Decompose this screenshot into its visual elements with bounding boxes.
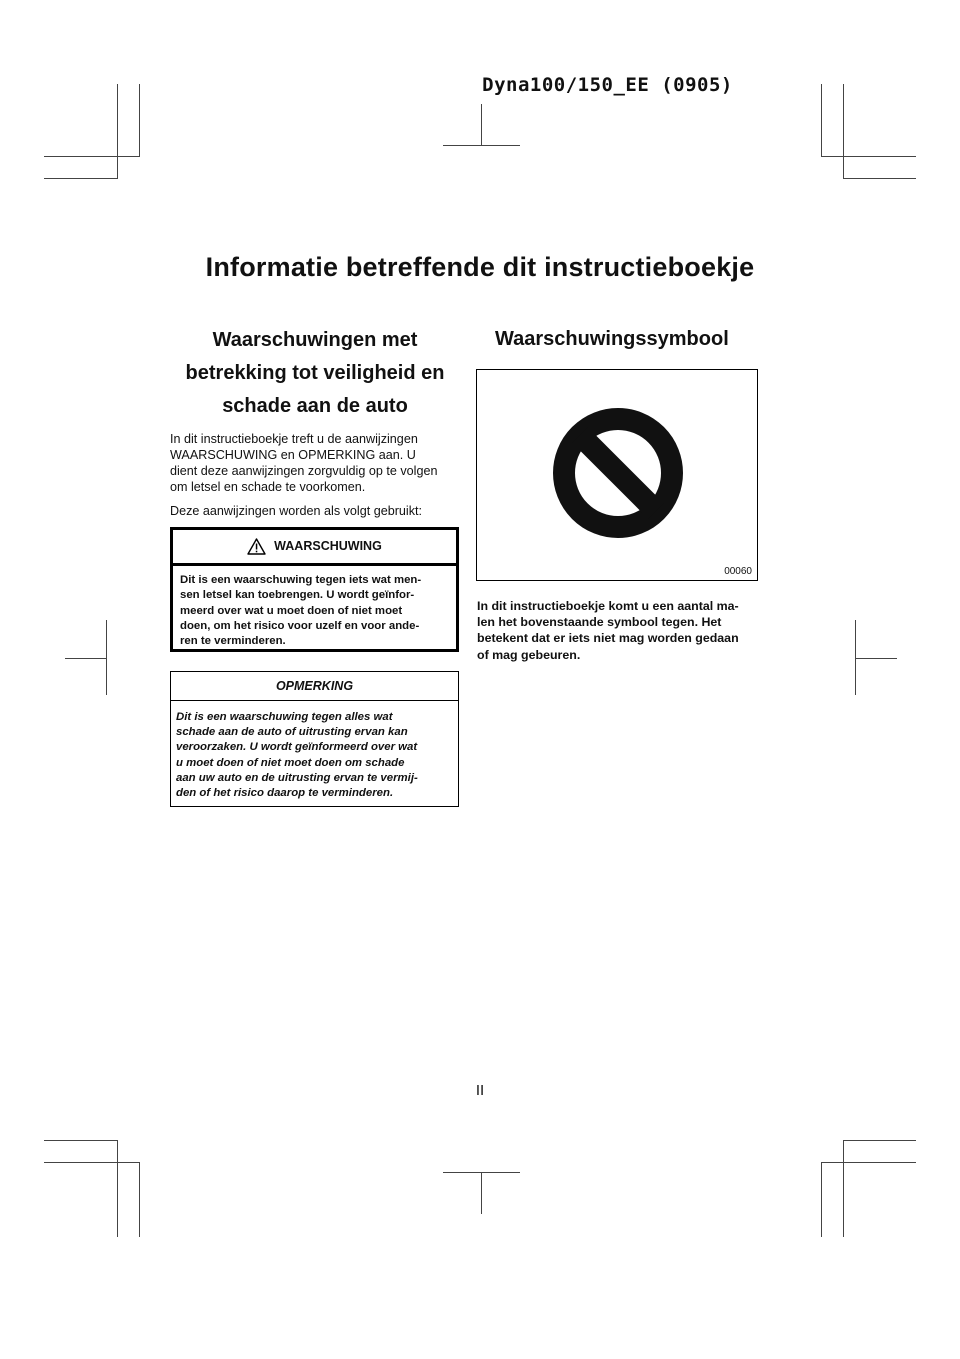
warning-box (170, 527, 459, 652)
figure-code: 00060 (724, 566, 752, 577)
text-line: len het bovenstaande symbool tegen. Het (477, 615, 722, 630)
document-code-header (0, 74, 960, 96)
warning-triangle-icon (247, 538, 266, 555)
page-number: II (475, 1082, 485, 1099)
text-line: In dit instructieboekje treft u de aanwijzingen (170, 432, 418, 446)
note-text (171, 701, 458, 801)
note-box (170, 671, 459, 807)
text-line: betekent dat er iets niet mag worden gedaan (477, 631, 739, 646)
right-section-heading: Waarschuwingssymbool (495, 328, 729, 350)
symbol-figure (476, 369, 758, 581)
warning-box-header (173, 530, 456, 566)
text-line: meerd over wat u moet doen of niet moet (180, 604, 403, 617)
intro-paragraph (170, 431, 470, 495)
note-label: OPMERKING (171, 672, 458, 701)
prohibition-icon (477, 370, 757, 580)
text-line: u moet doen of niet moet doen om schade (176, 756, 405, 769)
text-line: dient deze aanwijzingen zorgvuldig op te volgen (170, 464, 438, 478)
text-line: veroorzaken. U wordt geïnformeerd over wat (176, 741, 418, 754)
text-line: In dit instructieboekje komt u een aantal ma- (477, 599, 739, 613)
text-line: ren te verminderen. (180, 635, 286, 648)
heading-line: betrekking tot veiligheid en (185, 362, 445, 384)
text-line: aan uw auto en de uitrusting ervan te vermij- (176, 771, 418, 784)
page-title: Informatie betreffende dit instructieboekje (205, 252, 755, 282)
text-line: Dit is een waarschuwing tegen iets wat men- (180, 574, 422, 586)
text-line: Dit is een waarschuwing tegen alles wat (176, 711, 393, 723)
text-line: WAARSCHUWING en OPMERKING aan. U (170, 448, 416, 462)
text-line: doen, om het risico voor uzelf en voor ande- (180, 619, 420, 632)
heading-line: Waarschuwingen met (212, 329, 418, 351)
warning-label: WAARSCHUWING (274, 539, 382, 553)
warning-text (173, 566, 456, 649)
figure-caption (477, 598, 767, 663)
left-section-heading (165, 324, 465, 423)
text-line: den of het risico daarop te verminderen. (176, 787, 394, 800)
heading-line: schade aan de auto (222, 395, 408, 417)
document-code: Dyna100/150_EE (0905) (482, 74, 733, 96)
usage-paragraph: Deze aanwijzingen worden als volgt gebruikt: (170, 504, 423, 518)
text-line: sen letsel kan toebrengen. U wordt geïnfor- (180, 589, 415, 602)
text-line: om letsel en schade te voorkomen. (170, 480, 366, 494)
text-line: of mag gebeuren. (477, 647, 581, 662)
text-line: schade aan de auto of uitrusting ervan kan (176, 726, 408, 739)
